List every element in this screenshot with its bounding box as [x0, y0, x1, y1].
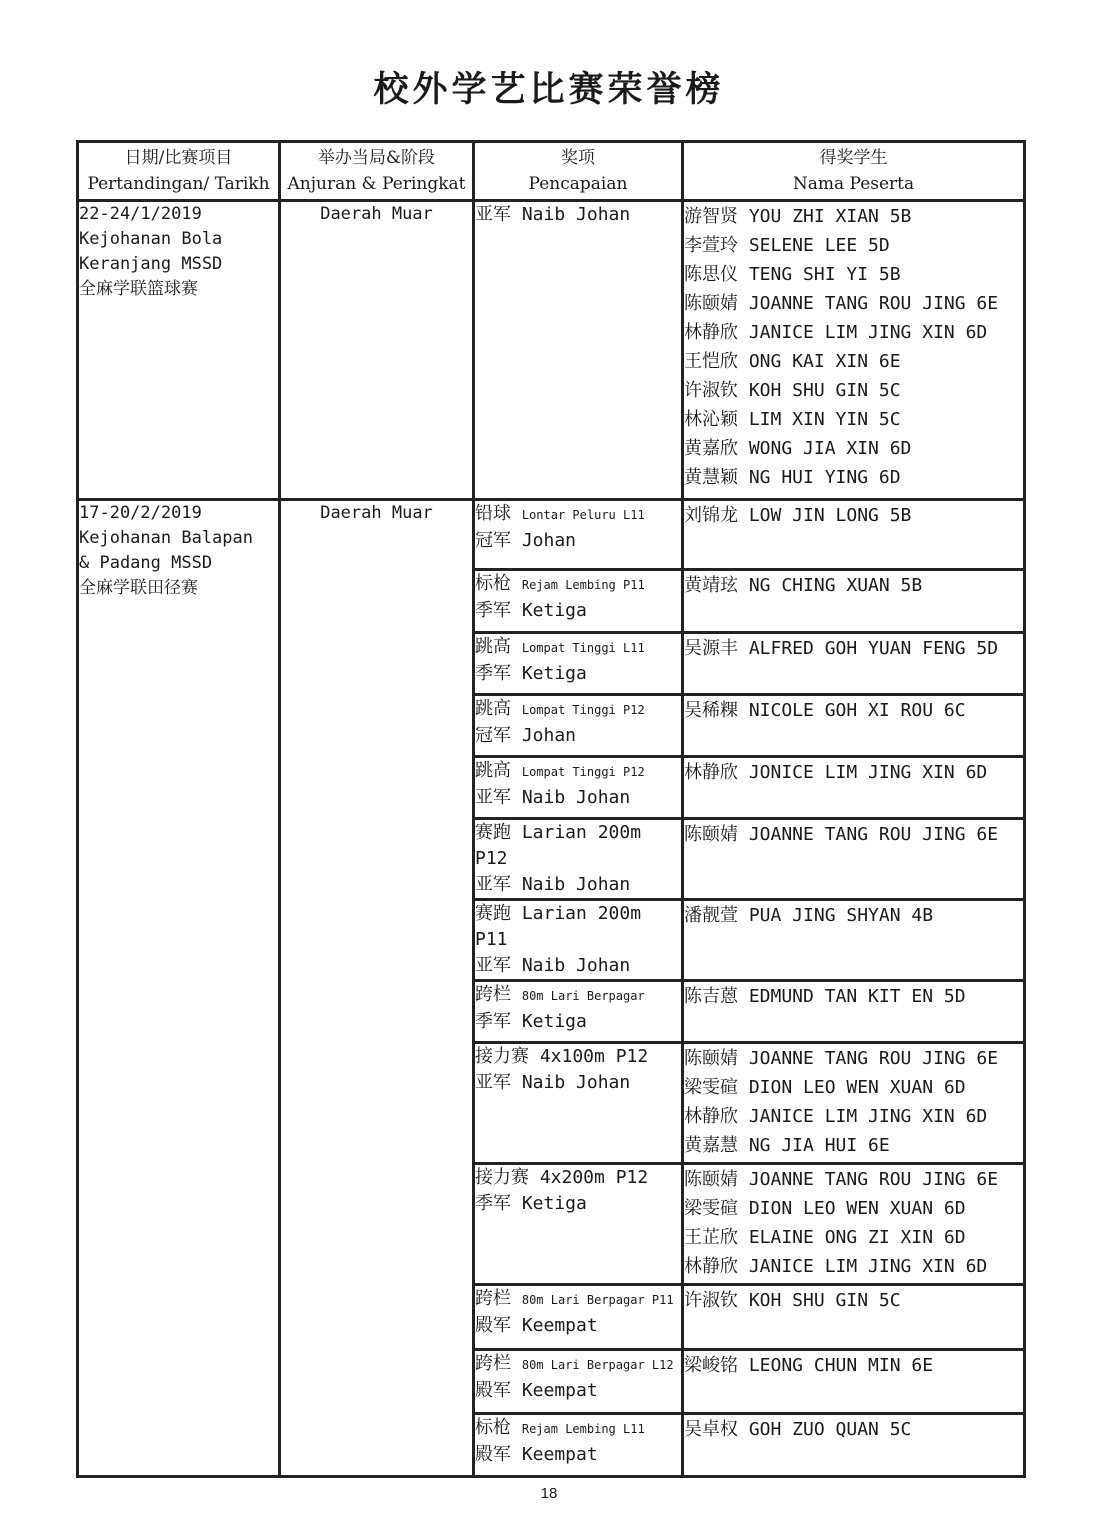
- event-date-cell: [78, 201, 280, 500]
- header-date-ms: Pertandingan/ Tarikh: [87, 174, 270, 194]
- award-cell: [474, 500, 683, 570]
- student-name: 林静欣 JANICE LIM JING XIN 6D: [684, 1256, 988, 1277]
- header-date-cn: 日期/比赛项目: [124, 148, 233, 168]
- award-event-detail: 80m Lari Berpagar P11: [521, 1293, 674, 1307]
- student-name: 吴源丰 ALFRED GOH YUAN FENG 5D: [684, 638, 999, 659]
- award-event-detail: 80m Lari Berpagar: [521, 989, 645, 1003]
- award-event-name: 跨栏: [475, 984, 511, 1005]
- students-cell: [683, 500, 1025, 570]
- award-cell: [474, 900, 683, 981]
- students-cell: [683, 757, 1025, 819]
- student-name: 游智贤 YOU ZHI XIAN 5B: [684, 206, 912, 227]
- award-result: 殿军 Keempat: [475, 1380, 598, 1401]
- award-result: 亚军 Naib Johan: [475, 1072, 631, 1093]
- award-event-name: 标枪: [475, 1417, 511, 1438]
- award-result: 冠军 Johan: [475, 530, 577, 551]
- award-event-name: 跳高: [475, 636, 511, 657]
- students-cell: [683, 695, 1025, 757]
- award-result: 殿军 Keempat: [475, 1444, 598, 1465]
- award-cell: [474, 570, 683, 633]
- award-event: [475, 571, 681, 598]
- award-event-name: 接力赛 4x100m P12: [475, 1046, 649, 1067]
- header-organizer-cn: 举办当局&阶段: [317, 148, 436, 168]
- award-event-detail: Lompat Tinggi P12: [521, 703, 645, 717]
- students-cell: [683, 1043, 1025, 1164]
- event-date-line: Keranjang MSSD: [79, 254, 223, 274]
- header-students-ms: Nama Peserta: [792, 174, 915, 194]
- award-event-detail: 80m Lari Berpagar L12: [521, 1358, 674, 1372]
- students-cell: [683, 819, 1025, 900]
- student-name: 梁雯碹 DION LEO WEN XUAN 6D: [684, 1077, 966, 1098]
- award-event: [475, 1351, 681, 1378]
- students-cell: [683, 1414, 1025, 1477]
- award-result: 季军 Ketiga: [475, 600, 587, 621]
- award-cell: [474, 981, 683, 1043]
- event-date-line: 全麻学联篮球赛: [79, 279, 198, 299]
- students-cell: [683, 570, 1025, 633]
- students-cell: [683, 201, 1025, 500]
- award-event: [475, 982, 681, 1009]
- student-name: 林静欣 JANICE LIM JING XIN 6D: [684, 322, 988, 343]
- award-cell: [474, 1164, 683, 1285]
- student-name: 黄靖玹 NG CHING XUAN 5B: [684, 575, 923, 596]
- event-date-line: 全麻学联田径赛: [79, 578, 198, 598]
- students-cell: [683, 1164, 1025, 1285]
- award-cell: [474, 1414, 683, 1477]
- student-name: 刘锦龙 LOW JIN LONG 5B: [684, 505, 912, 526]
- student-name: 黄慧颖 NG HUI YING 6D: [684, 467, 901, 488]
- award-result: 亚军 Naib Johan: [475, 204, 631, 225]
- event-organizer: Daerah Muar: [280, 500, 474, 1477]
- award-result: 殿军 Keempat: [475, 1315, 598, 1336]
- award-event: [475, 634, 681, 661]
- award-event-name: 跨栏: [475, 1353, 511, 1374]
- student-name: 黄嘉欣 WONG JIA XIN 6D: [684, 438, 912, 459]
- award-event: [475, 501, 681, 528]
- header-students: [683, 142, 1025, 201]
- students-cell: [683, 1285, 1025, 1350]
- award-event: [475, 820, 681, 872]
- event-date-line: & Padang MSSD: [79, 553, 213, 573]
- header-date: [78, 142, 280, 201]
- award-result: 亚军 Naib Johan: [475, 874, 631, 895]
- event-organizer: Daerah Muar: [280, 201, 474, 500]
- student-name: 潘靓萱 PUA JING SHYAN 4B: [684, 905, 934, 926]
- student-name: 许淑钦 KOH SHU GIN 5C: [684, 1290, 901, 1311]
- award-result: 亚军 Naib Johan: [475, 787, 631, 808]
- student-name: 李萱玲 SELENE LEE 5D: [684, 235, 890, 256]
- page-title: 校外学艺比赛荣誉榜: [373, 69, 725, 110]
- student-name: 王芷欣 ELAINE ONG ZI XIN 6D: [684, 1227, 966, 1248]
- award-result: 冠军 Johan: [475, 725, 577, 746]
- award-event-detail: Rejam Lembing L11: [521, 1422, 645, 1436]
- award-cell: [474, 1285, 683, 1350]
- student-name: 许淑钦 KOH SHU GIN 5C: [684, 380, 901, 401]
- award-result: 季军 Ketiga: [475, 1011, 587, 1032]
- header-organizer: [280, 142, 474, 201]
- student-name: 梁雯碹 DION LEO WEN XUAN 6D: [684, 1198, 966, 1219]
- award-cell: [474, 1350, 683, 1414]
- student-name: 陈思仪 TENG SHI YI 5B: [684, 264, 901, 285]
- student-name: 黄嘉慧 NG JIA HUI 6E: [684, 1135, 890, 1156]
- award-event-name: 标枪: [475, 573, 511, 594]
- student-name: 陈颐婧 JOANNE TANG ROU JING 6E: [684, 824, 999, 845]
- award-event-name: 赛跑 Larian 200m P12: [475, 822, 642, 869]
- award-event: [475, 1286, 681, 1313]
- table-row: [78, 201, 1025, 500]
- student-name: 陈颐婧 JOANNE TANG ROU JING 6E: [684, 293, 999, 314]
- award-event: [475, 758, 681, 785]
- award-event-name: 赛跑 Larian 200m P11: [475, 903, 642, 950]
- header-award: [474, 142, 683, 201]
- award-event: [475, 1044, 681, 1070]
- students-cell: [683, 981, 1025, 1043]
- award-event-detail: Rejam Lembing P11: [521, 578, 645, 592]
- students-cell: [683, 633, 1025, 695]
- award-cell: [474, 757, 683, 819]
- award-event-name: 接力赛 4x200m P12: [475, 1167, 649, 1188]
- event-date-cell: [78, 500, 280, 1477]
- students-cell: [683, 900, 1025, 981]
- student-name: 陈吉蒽 EDMUND TAN KIT EN 5D: [684, 986, 966, 1007]
- student-name: 陈颐婧 JOANNE TANG ROU JING 6E: [684, 1169, 999, 1190]
- student-name: 林沁颖 LIM XIN YIN 5C: [684, 409, 901, 430]
- award-event-detail: Lompat Tinggi P12: [521, 765, 645, 779]
- page-number: 18: [540, 1485, 558, 1502]
- award-cell: [474, 1043, 683, 1164]
- header-students-cn: 得奖学生: [819, 148, 888, 168]
- award-result: 季军 Ketiga: [475, 1193, 587, 1214]
- award-cell: [474, 819, 683, 900]
- award-cell: [474, 695, 683, 757]
- award-event-name: 跳高: [475, 698, 511, 719]
- student-name: 吴卓权 GOH ZUO QUAN 5C: [684, 1419, 912, 1440]
- header-award-cn: 奖项: [561, 148, 595, 168]
- event-date-line: Kejohanan Balapan: [79, 528, 253, 548]
- table-row: [78, 500, 1025, 570]
- award-event-detail: Lompat Tinggi L11: [521, 641, 645, 655]
- award-event-name: 跨栏: [475, 1288, 511, 1309]
- award-result: 季军 Ketiga: [475, 663, 587, 684]
- student-name: 梁峻铭 LEONG CHUN MIN 6E: [684, 1355, 934, 1376]
- award-result: 亚军 Naib Johan: [475, 955, 631, 976]
- student-name: 林静欣 JANICE LIM JING XIN 6D: [684, 1106, 988, 1127]
- header-organizer-ms: Anjuran & Peringkat: [287, 174, 466, 194]
- header-row: [78, 142, 1025, 201]
- student-name: 林静欣 JONICE LIM JING XIN 6D: [684, 762, 988, 783]
- student-name: 王恺欣 ONG KAI XIN 6E: [684, 351, 901, 372]
- event-date-line: Kejohanan Bola: [79, 229, 223, 249]
- student-name: 吴稀粿 NICOLE GOH XI ROU 6C: [684, 700, 966, 721]
- award-event: [475, 901, 681, 953]
- students-cell: [683, 1350, 1025, 1414]
- event-date-line: 22-24/1/2019: [79, 204, 202, 224]
- award-event: [475, 1165, 681, 1191]
- award-cell: [474, 633, 683, 695]
- award-event: [475, 696, 681, 723]
- award-cell: [474, 201, 683, 500]
- honor-roll-table: [76, 140, 1026, 1478]
- award-event-name: 跳高: [475, 760, 511, 781]
- award-event: [475, 1415, 681, 1442]
- header-award-ms: Pencapaian: [528, 174, 628, 194]
- award-event-detail: Lontar Peluru L11: [521, 508, 645, 522]
- event-date-line: 17-20/2/2019: [79, 503, 202, 523]
- award-event-name: 铅球: [475, 503, 511, 524]
- student-name: 陈颐婧 JOANNE TANG ROU JING 6E: [684, 1048, 999, 1069]
